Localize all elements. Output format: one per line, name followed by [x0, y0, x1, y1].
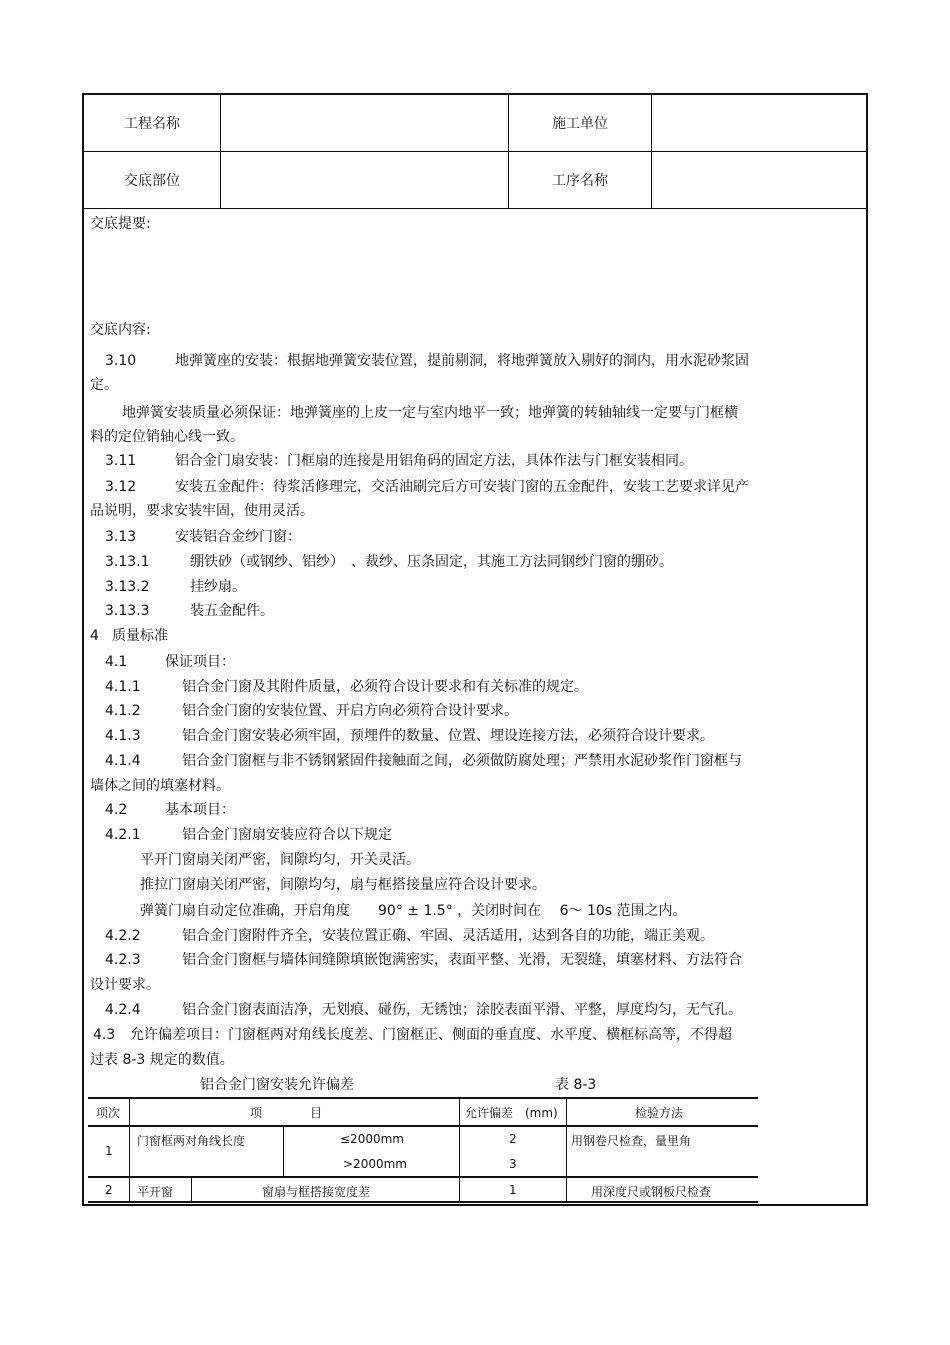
- row2-method: 用深度尺或钢板尺检查: [591, 1185, 712, 1199]
- project-name-value[interactable]: [221, 95, 508, 151]
- row2-type: 平开窗: [137, 1185, 174, 1199]
- section-num: 4: [90, 628, 99, 644]
- clause-num: 3.12: [105, 479, 137, 495]
- clause-text: 安装五金配件：待浆活修理完，交活油刷完后方可安装门窗的五金配件，安装工艺要求详见产: [175, 479, 749, 495]
- row2-val: 1: [509, 1183, 517, 1197]
- clause-text: 装五金配件。: [190, 603, 274, 619]
- clause-text: 铝合金门窗表面洁净，无划痕、碰伤，无锈蚀；涂胶表面平滑、平整，厚度均匀，无气孔。: [182, 1002, 742, 1018]
- clause-text: 地弹簧安装质量必须保证：地弹簧座的上皮一定与室内地平一致；地弹簧的转轴轴线一定要与门框横: [122, 405, 738, 421]
- clause-text: 基本项目：: [165, 802, 235, 818]
- row1-val1: 2: [509, 1132, 517, 1146]
- clause-text: 保证项目：: [165, 654, 235, 670]
- process-value[interactable]: [652, 152, 866, 208]
- clause-num: 3.13.1: [105, 554, 150, 570]
- construction-unit-value[interactable]: [652, 95, 866, 151]
- clause-cont: 定。: [90, 377, 118, 393]
- clause-text: 绷铁砂（或钢纱、铝纱） 、裁纱、压条固定，其施工方法同钢纱门窗的绷砂。: [190, 554, 673, 570]
- clause-num: 3.10: [105, 353, 137, 369]
- row1-cond1: ≤2000mm: [340, 1132, 404, 1146]
- part-value[interactable]: [221, 152, 508, 208]
- clause-num: 4.2.3: [105, 952, 141, 968]
- clause-num: 4.1.3: [105, 728, 141, 744]
- clause-num: 3.13: [105, 529, 137, 545]
- row2-item: 窗扇与框搭接宽度差: [262, 1185, 371, 1199]
- clause-cont: 墙体之间的填塞材料。: [90, 778, 230, 794]
- row1-seq: 1: [105, 1144, 113, 1158]
- content-label: 交底内容:: [90, 322, 151, 338]
- clause-text: 铝合金门窗扇安装应符合以下规定: [182, 827, 392, 843]
- clause-text: 铝合金门窗安装必须牢固，预埋件的数量、位置、埋设连接方法，必须符合设计要求。: [182, 728, 714, 744]
- row1-val2: 3: [509, 1157, 517, 1171]
- clause-text: 允许偏差项目：门窗框两对角线长度差、门窗框正、侧面的垂直度、水平度、横框标高等，不得超: [130, 1027, 732, 1043]
- header-row-2: [84, 152, 866, 209]
- clause-text: 挂纱扇。: [190, 579, 246, 595]
- clause-num: 4.1.1: [105, 679, 141, 695]
- clause-text: 安装铝合金纱门窗：: [175, 529, 301, 545]
- table-title: 铝合金门窗安装允许偏差: [200, 1077, 354, 1093]
- header-row-1: [84, 95, 866, 152]
- clause-num: 4.3: [93, 1027, 116, 1043]
- clause-num: 4.1.4: [105, 753, 141, 769]
- clause-num: 3.13.2: [105, 579, 150, 595]
- clause-num: 3.11: [105, 453, 137, 469]
- col-item-header: 项 目: [250, 1106, 323, 1120]
- clause-text: 平开门窗扇关闭严密，间隙均匀，开关灵活。: [140, 852, 420, 868]
- clause-num: 4.1: [105, 654, 128, 670]
- clause-num: 4.2.4: [105, 1002, 141, 1018]
- project-name-label: 工程名称: [124, 116, 180, 132]
- row2-seq: 2: [105, 1183, 113, 1197]
- col-tolerance-header: 允许偏差 (mm): [465, 1106, 558, 1120]
- col-method-header: 检验方法: [635, 1106, 684, 1120]
- clause-cont: 过表 8-3 规定的数值。: [90, 1052, 234, 1068]
- clause-num: 4.1.2: [105, 703, 141, 719]
- summary-label: 交底提要:: [90, 216, 151, 232]
- section-title: 质量标准: [112, 628, 168, 644]
- clause-text: 铝合金门窗框与非不锈钢紧固件接触面之间，必须做防腐处理；严禁用水泥砂浆作门窗框与: [182, 753, 742, 769]
- clause-num: 4.2.2: [105, 928, 141, 944]
- clause-num: 3.13.3: [105, 603, 150, 619]
- part-label: 交底部位: [124, 173, 180, 189]
- clause-text: 推拉门窗扇关闭严密，间隙均匀，扇与框搭接量应符合设计要求。: [140, 877, 546, 893]
- row1-item: 门窗框两对角线长度: [137, 1134, 246, 1148]
- process-label: 工序名称: [552, 173, 608, 189]
- clause-text: 铝合金门窗附件齐全，安装位置正确、牢固、灵活适用，达到各自的功能，端正美观。: [182, 928, 714, 944]
- clause-num: 4.2.1: [105, 827, 141, 843]
- table-number: 表 8-3: [555, 1077, 597, 1093]
- construction-unit-label: 施工单位: [552, 116, 608, 132]
- col-seq-header: 项次: [96, 1106, 121, 1120]
- clause-text: 地弹簧座的安装：根据地弹簧安装位置，提前剔洞，将地弹簧放入剔好的洞内，用水泥砂浆固: [175, 353, 749, 369]
- clause-text: 弹簧门扇自动定位准确，开启角度 90° ± 1.5° ，关闭时间在 6～ 10s 范围之内。: [140, 903, 687, 919]
- clause-num: 4.2: [105, 802, 128, 818]
- clause-cont: 设计要求。: [90, 977, 160, 993]
- row1-cond2: >2000mm: [343, 1157, 407, 1171]
- row1-method: 用钢卷尺检查，量里角: [571, 1134, 692, 1148]
- clause-text: 铝合金门窗框与墙体间缝隙填嵌饱满密实，表面平整、光滑，无裂缝，填塞材料、方法符合: [182, 952, 742, 968]
- clause-cont: 品说明，要求安装牢固，使用灵活。: [90, 503, 314, 519]
- clause-text: 铝合金门扇安装：门框扇的连接是用铝角码的固定方法，具体作法与门框安装相同。: [175, 453, 693, 469]
- clause-text: 铝合金门窗及其附件质量，必须符合设计要求和有关标准的规定。: [182, 679, 588, 695]
- clause-cont: 料的定位销轴心线一致。: [90, 429, 244, 445]
- clause-text: 铝合金门窗的安装位置、开启方向必须符合设计要求。: [182, 703, 518, 719]
